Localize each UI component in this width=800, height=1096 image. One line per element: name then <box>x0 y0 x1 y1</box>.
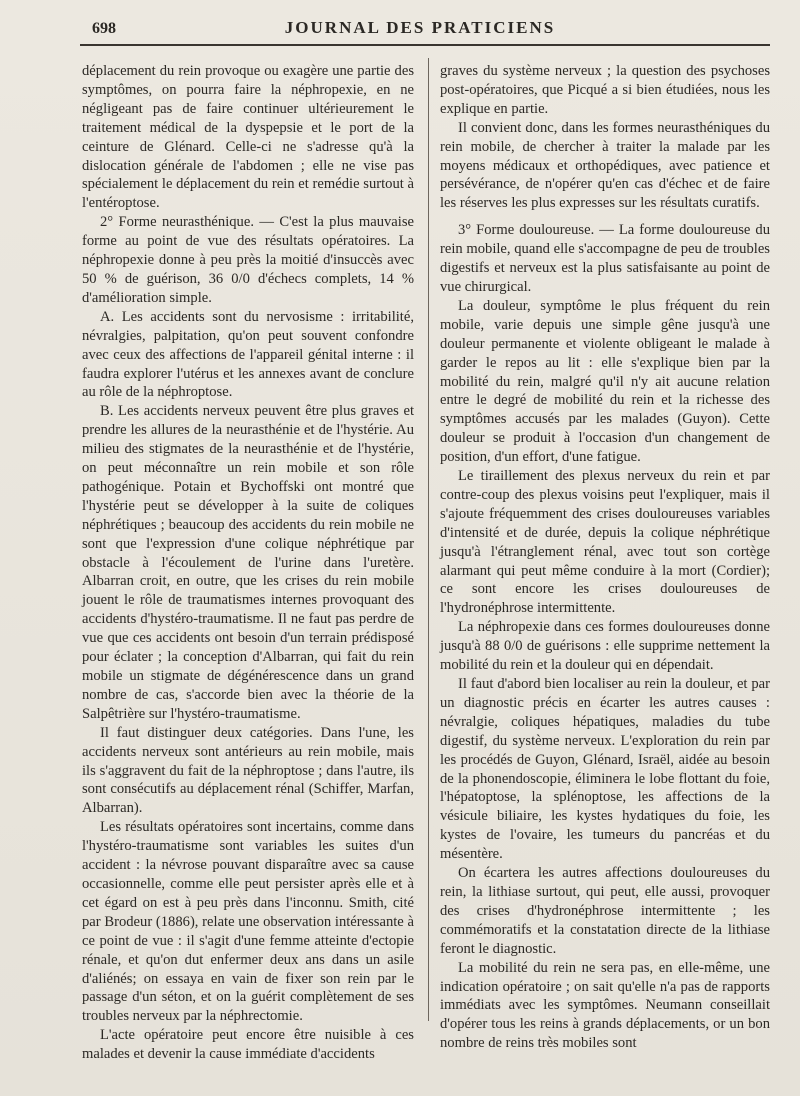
paragraph: graves du système nerveux ; la question des psychoses post-opératoires, que Picqué a si bien étudiées, nous les explique en partie. <box>440 63 770 117</box>
journal-title: JOURNAL DES PRATICIENS <box>284 18 556 37</box>
paragraph: 2° Forme neurasthénique. — C'est la plus mauvaise forme au point de vue des résultats opératoires. La néphropexie donne à peu près la moitié d'insuccès avec 50 % de guérison, 36 0/0 d'échecs complets, 14 % d'amélioration simple. <box>82 214 414 306</box>
paragraph: On écartera les autres affections douloureuses du rein, la lithiase surtout, qui peut, elle aussi, provoquer des crises d'hydronéphrose intermittente ; les commémoratifs et la constatation directe de la lithiase feront le diagnostic. <box>440 865 770 957</box>
paragraph: Il convient donc, dans les formes neurasthéniques du rein mobile, de chercher à traiter la malade par les moyens médicaux et orthopédiques, avec patience et persévérance, de n'opérer qu'en cas d'échec et de faire les réserves les plus expresses sur les résultats curatifs. <box>440 119 770 212</box>
page-number: 698 <box>92 20 116 37</box>
right-column <box>440 62 770 1053</box>
column-divider <box>428 58 429 1021</box>
paragraph: A. Les accidents sont du nervosisme : irritabilité, névralgies, palpitation, qu'on peut souvent confondre avec ceux des affections de l'appareil génital interne : il faudra explorer l'utérus et les annexes avant de conclure au rôle de la néphroptose. <box>82 308 414 401</box>
left-column <box>82 62 414 1064</box>
header-rule <box>80 44 770 46</box>
paragraph: 3° Forme douloureuse. — La forme douloureuse du rein mobile, quand elle s'accompagne de peu de troubles digestifs et nerveux est la plus satisfaisante au point de vue chirurgical. <box>440 222 770 295</box>
paragraph: Il faut d'abord bien localiser au rein la douleur, et par un diagnostic précis en écarter les autres causes : névralgie, coliques hépatiques, maladies du tube digestif, du système nerveux. L'exploration du rein par les procédés de Guyon, Glénard, Israël, aidée au besoin de la phonendoscopie, éliminera le lobe flottant du foie, l'hépatoptose, la splénoptose, les affections de la vésicule biliaire, les kystes hydatiques du foie, les kystes de l'ovaire, les tumeurs du pancréas et du mésentère. <box>440 676 770 863</box>
page-header <box>70 18 770 42</box>
paragraph: La mobilité du rein ne sera pas, en elle-même, une indication opératoire ; on sait qu'elle n'a pas de rapports immédiats avec les symptômes. Neumann conseillait d'opérer tous les reins à grands déplacements, or un bon nombre de reins très mobiles sont <box>440 959 770 1052</box>
paragraph: déplacement du rein provoque ou exagère une partie des symptômes, on pourra faire la néphropexie, en ne négligeant pas de faire continuer ultérieurement le traitement médical de la dyspepsie et le port de la ceinture de Glénard. Celle-ci ne s'adresse qu'à la dislocation générale de l'abdomen ; elle ne vise pas spécialement le déplacement du rein et remédie surtout à l'entéroptose. <box>82 63 414 212</box>
paragraph: La néphropexie dans ces formes douloureuses donne jusqu'à 88 0/0 de guérisons : elle supprime nettement la mobilité du rein et la douleur qui en dépendait. <box>440 619 770 674</box>
paragraph: Les résultats opératoires sont incertains, comme dans l'hystéro-traumatisme sont variables les suites d'un accident : la névrose pouvant disparaître avec sa cause occasionnelle, comme elle peut persister après elle et à cet égard on est à peu près dans l'inconnu. Smith, cité par Brodeur (1886), relate une observation intéressante à ce point de vue : il s'agit d'une femme atteinte d'ectopie rénale, et qu'on dut enfermer deux ans dans un asile d'aliénés; on essaya en vain de fixer son rein par le passage d'un séton, et on la guérit complètement de ses troubles nerveux par la néphrectomie. <box>82 819 414 1025</box>
paragraph: Il faut distinguer deux catégories. Dans l'une, les accidents nerveux sont antérieurs au rein mobile, mais ils s'aggravent du fait de la néphroptose ; dans l'autre, ils sont consécutifs au déplacement rénal (Schiffer, Marfan, Albarran). <box>82 724 414 817</box>
paragraph: Le tiraillement des plexus nerveux du rein et par contre-coup des plexus voisins peut l'expliquer, mais il s'ajoute fréquemment des crises douloureuses variables d'intensité et de durée, depuis la colique néphrétique jusqu'à l'étranglement rénal, avec tout son cortège alarmant qui peut même conduire à la mort (Cordier); ce sont encore les crises douloureuses de l'hydronéphrose intermittente. <box>440 468 770 617</box>
paragraph: B. Les accidents nerveux peuvent être plus graves et prendre les allures de la neurasthénie et de l'hystérie. Au milieu des stigmates de la neurasthénie et de l'hystérie, on peut méconnaître un rein mobile et son rôle pathogénique. Potain et Bychoffski ont montré que l'hystérie peut se développer à la suite de coliques néphrétiques ; beaucoup des accidents du rein mobile ne sont que l'expression d'une colique néphrétique par obstacle à l'écoulement de l'urine dans l'uretère. Albarran croit, en outre, que les crises du rein mobile jouent le rôle de traumatismes internes provoquant des accidents d'hystéro-traumatisme. Il ne faut pas perdre de vue que ces accidents ont besoin d'un terrain prédisposé pour éclater ; la conception d'Albarran, qui fait du rein mobile un stigmate de dégénérescence dans un grand nombre de cas, s'accorde bien avec la théorie de la Salpêtrière sur l'hystéro-traumatisme. <box>82 403 414 722</box>
paragraph: L'acte opératoire peut encore être nuisible à ces malades et devenir la cause immédiate d'accidents <box>82 1027 414 1063</box>
paragraph: La douleur, symptôme le plus fréquent du rein mobile, varie depuis une simple gêne jusqu'à une douleur permanente et violente obligeant le malade à garder le repos au lit : elle s'explique bien par la mobilité du rein, malgré qu'il n'y ait aucune relation entre le degré de mobilité du rein et la richesse des symptômes accusés par les malades (Guyon). Cette douleur se produit à l'occasion d'un changement de position, d'un effort, d'une fatigue. <box>440 297 770 466</box>
